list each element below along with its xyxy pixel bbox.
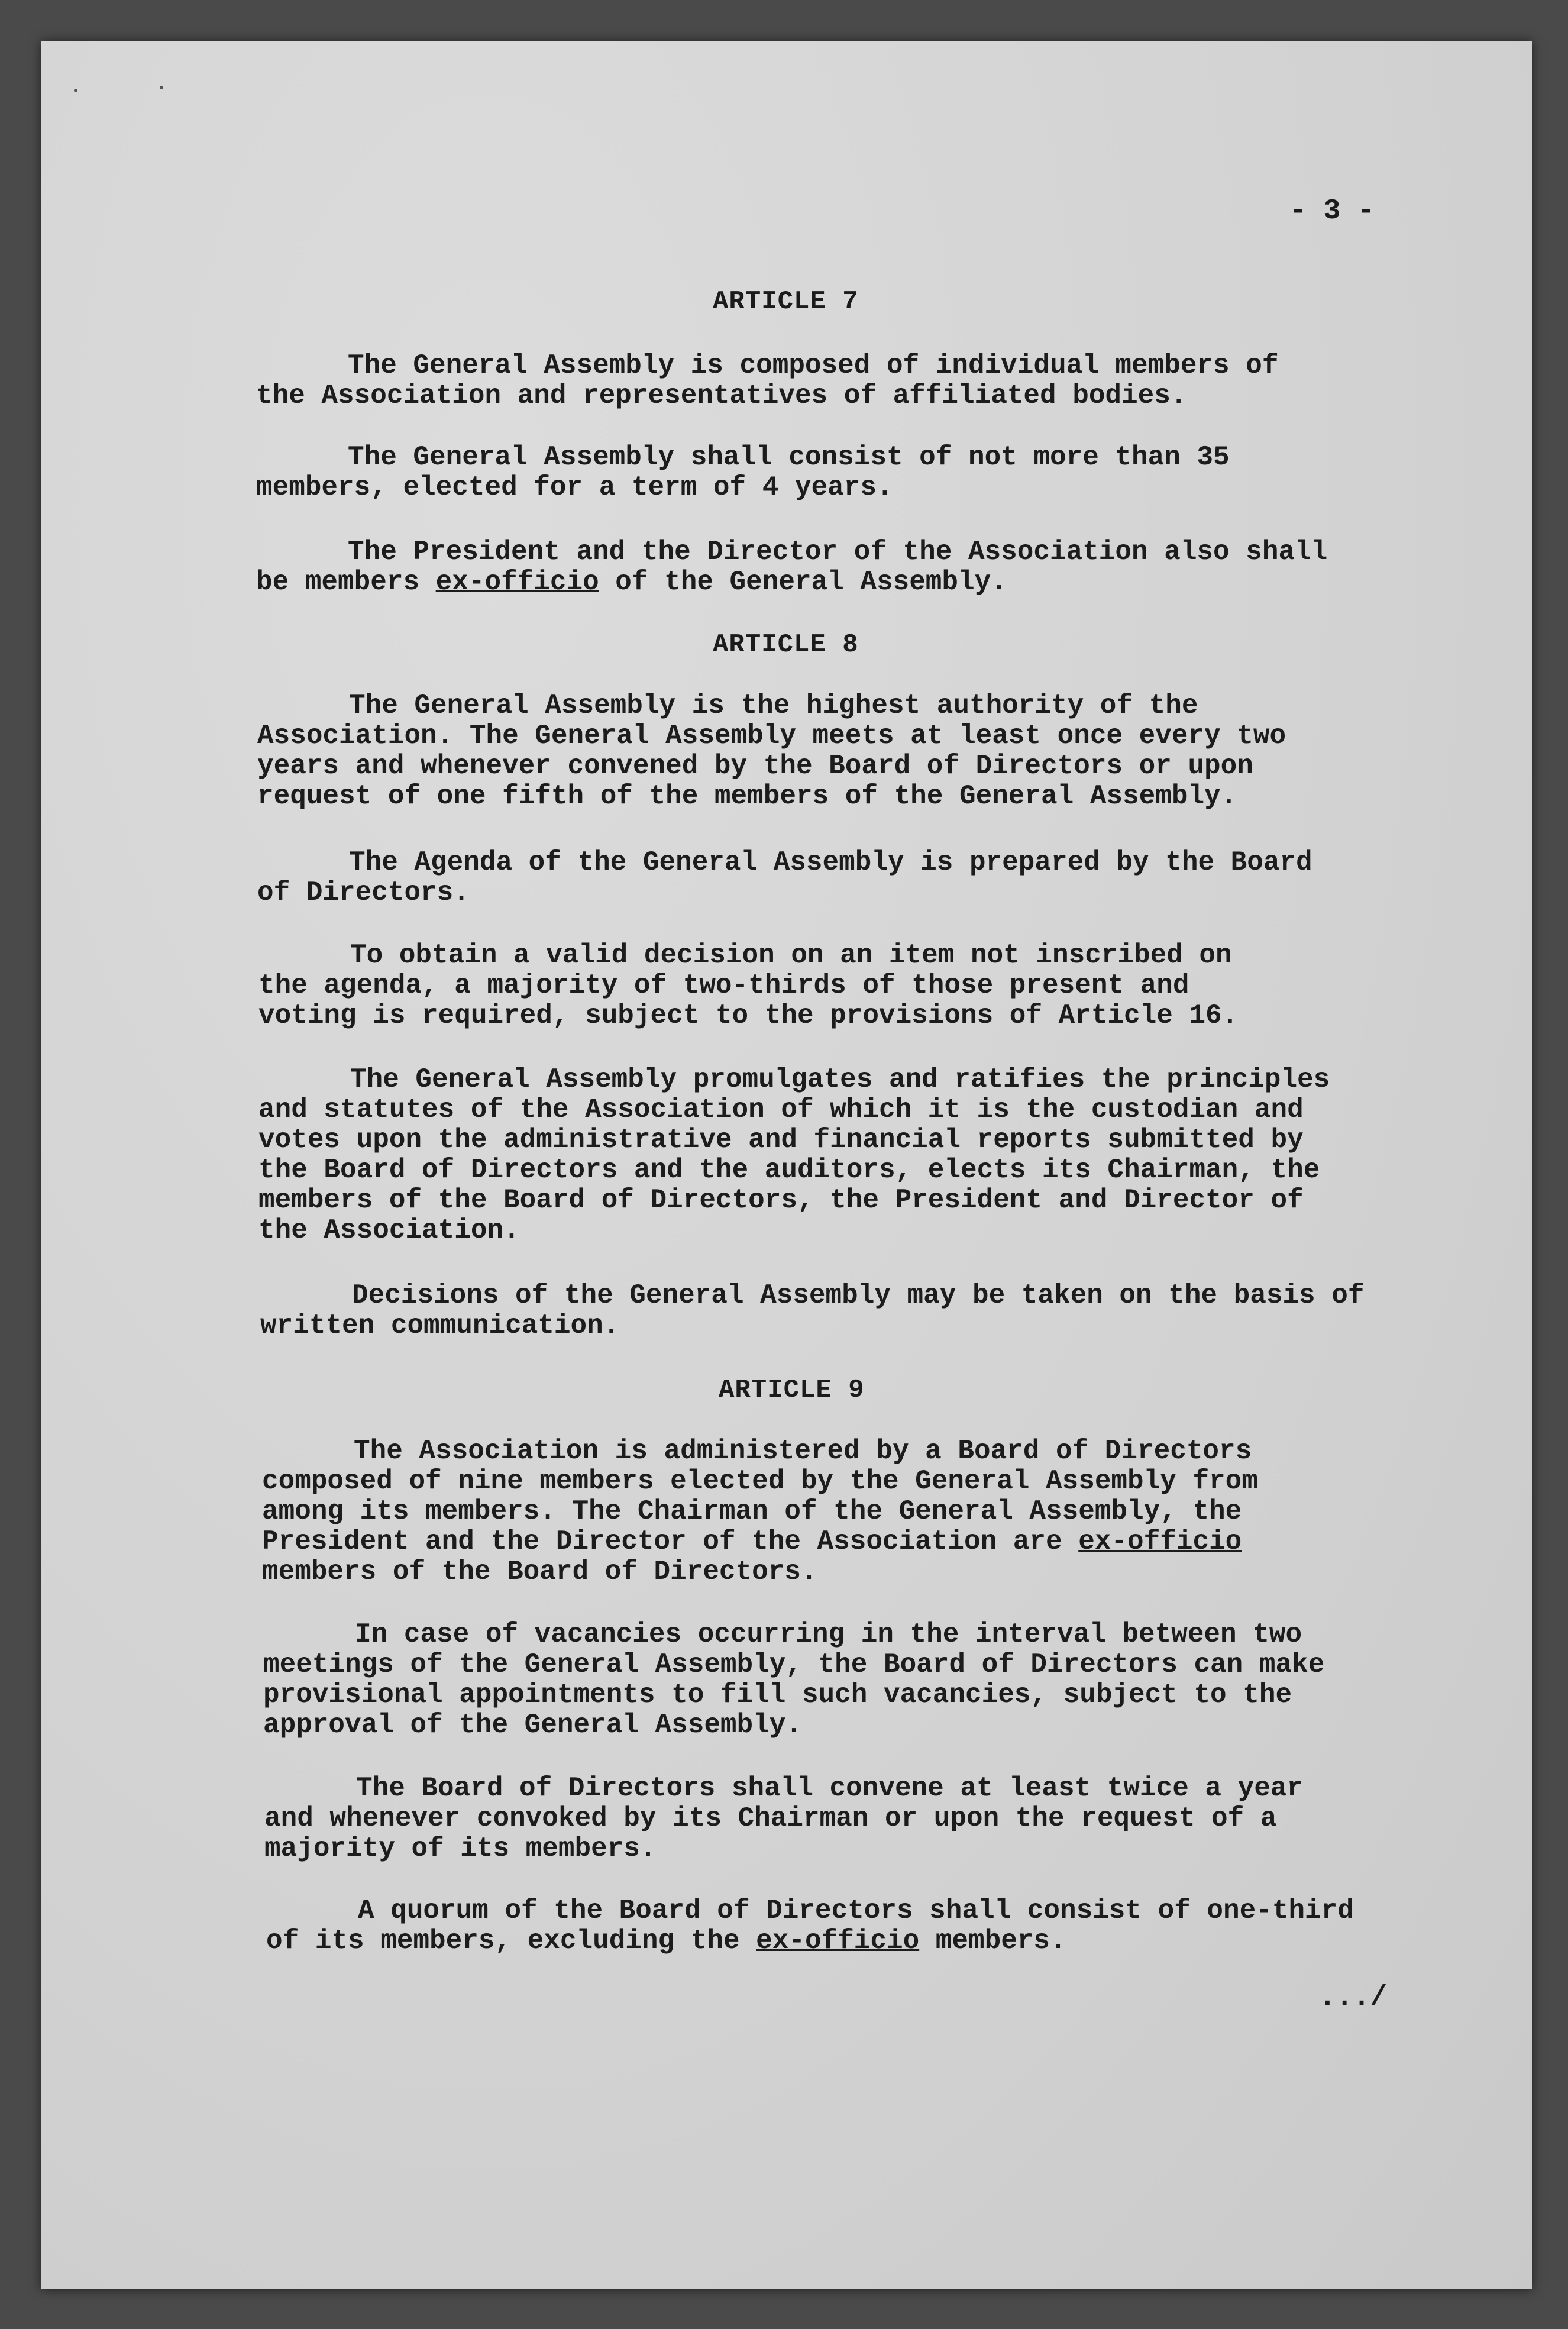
ex-officio-term: ex-officio — [435, 567, 599, 597]
article-9-paragraph-1: The Association is administered by a Board of Directors composed of nine members elected by the General Assembly from among its members. The Chairman of the General Assembly, the President and the Director of the Association are ex-officio members of the Board of Directors. — [262, 1436, 1258, 1587]
article-8-paragraph-2: The Agenda of the General Assembly is prepared by the Board of Directors. — [257, 847, 1312, 908]
article-7-heading: ARTICLE 7 — [713, 287, 859, 316]
ex-officio-term: ex-officio — [1078, 1526, 1242, 1557]
article-7-paragraph-1: The General Assembly is composed of individual members of the Association and representatives of affiliated bodies. — [256, 350, 1279, 411]
article-7-paragraph-3: The President and the Director of the Association also shall be members ex-officio of the General Assembly. — [256, 537, 1328, 597]
article-8-paragraph-5: Decisions of the General Assembly may be taken on the basis of written communication. — [260, 1280, 1365, 1341]
article-8-paragraph-1: The General Assembly is the highest authority of the Association. The General Assembly meets at least once every two years and whenever convened by the Board of Directors or upon request of one fifth of the members of the General Assembly. — [257, 690, 1286, 812]
speck — [160, 86, 163, 89]
page-number: - 3 - — [1289, 195, 1375, 227]
article-9-heading: ARTICLE 9 — [719, 1375, 865, 1405]
article-8-paragraph-3: To obtain a valid decision on an item not inscribed on the agenda, a majority of two-thirds of those present and voting is required, subject to the provisions of Article 16. — [258, 940, 1239, 1031]
article-9-paragraph-2: In case of vacancies occurring in the interval between two meetings of the General Assembly, the Board of Directors can make provisional appointments to fill such vacancies, subject to the approval of the General Assembly. — [263, 1619, 1325, 1740]
article-8-heading: ARTICLE 8 — [713, 630, 859, 660]
article-8-paragraph-4: The General Assembly promulgates and ratifies the principles and statutes of the Association of which it is the custodian and votes upon the administrative and financial reports submitted by the Board of Directors and the auditors, elects its Chairman, the members of the Board of Directors, the President and Director of the Association. — [258, 1064, 1330, 1246]
speck — [74, 89, 77, 92]
article-9-paragraph-3: The Board of Directors shall convene at least twice a year and whenever convoked by its Chairman or upon the request of a majority of its members. — [264, 1773, 1304, 1864]
ex-officio-term: ex-officio — [756, 1926, 920, 1956]
article-7-paragraph-2: The General Assembly shall consist of not more than 35 members, elected for a term of 4 years. — [256, 442, 1230, 503]
continuation-mark: .../ — [1319, 1982, 1388, 2014]
article-9-paragraph-4: A quorum of the Board of Directors shall consist of one-third of its members, excluding the ex-officio members. — [266, 1895, 1354, 1956]
